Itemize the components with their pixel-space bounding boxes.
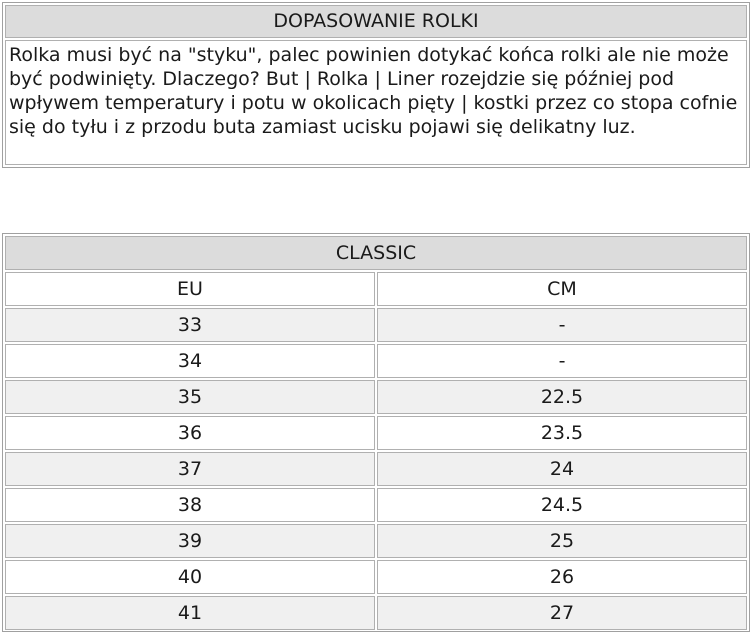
table-cell-eu: 34 <box>5 344 375 378</box>
table-cell-cm: - <box>377 344 747 378</box>
table-cell-cm: - <box>377 308 747 342</box>
table-cell-cm: 25 <box>377 524 747 558</box>
size-table-section <box>2 233 750 632</box>
column-header-eu: EU <box>5 272 375 306</box>
table-cell-eu: 36 <box>5 416 375 450</box>
table-cell-eu: 35 <box>5 380 375 414</box>
fit-description: Rolka musi być na "styku", palec powinien dotykać końca rolki ale nie może być podwinięty. Dlaczego? But | Rolka | Liner rozejdzie się później pod wpływem temperatury i potu w okolicach pięty | kostki przez co stopa cofnie się do tyłu i z przodu buta zamiast ucisku pojawi się delikatny luz. <box>5 40 747 165</box>
size-table-title: CLASSIC <box>5 236 747 270</box>
table-cell-eu: 40 <box>5 560 375 594</box>
table-cell-cm: 23.5 <box>377 416 747 450</box>
table-cell-eu: 37 <box>5 452 375 486</box>
table-cell-cm: 24.5 <box>377 488 747 522</box>
fit-title: DOPASOWANIE ROLKI <box>5 5 747 38</box>
table-cell-cm: 22.5 <box>377 380 747 414</box>
table-cell-eu: 38 <box>5 488 375 522</box>
table-cell-eu: 33 <box>5 308 375 342</box>
fit-section <box>2 2 750 168</box>
column-header-cm: CM <box>377 272 747 306</box>
table-cell-eu: 41 <box>5 596 375 630</box>
size-table <box>5 236 747 630</box>
table-cell-cm: 27 <box>377 596 747 630</box>
table-cell-cm: 26 <box>377 560 747 594</box>
table-cell-cm: 24 <box>377 452 747 486</box>
table-cell-eu: 39 <box>5 524 375 558</box>
